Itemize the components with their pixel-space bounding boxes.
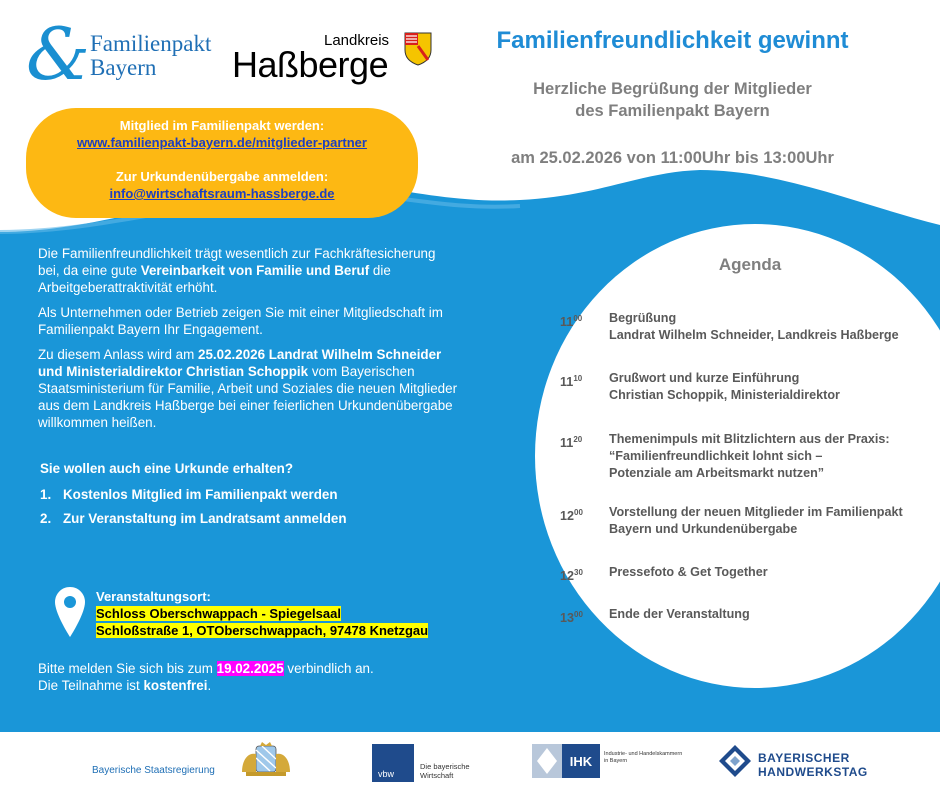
bavarian-crest-icon [238, 742, 294, 778]
coat-of-arms-icon [404, 32, 432, 66]
agenda-time: $11^{00}$ [560, 314, 583, 329]
bsr-logo-text: Bayerische Staatsregierung [92, 765, 215, 776]
deadline-date: 19.02.2025 [216, 661, 284, 676]
intro-paragraph-1: Die Familienfreundlichkeit trägt wesentlich zur Fachkräftesicherung bei, da eine gute Vereinbarkeit von Familie und Beruf die Arbeitgeberattraktivität erhöht. [38, 246, 436, 295]
hb-logo-big: Haßberge [232, 44, 389, 85]
sponsor-footer [0, 732, 940, 788]
pill-line1: Mitglied im Familienpakt werden: [119, 118, 325, 133]
familienpakt-logo [24, 12, 224, 96]
pill-line2: Zur Urkundenübergabe anmelden: [115, 169, 329, 184]
step-item: 1. Kostenlos Mitglied im Familienpakt werden [40, 487, 338, 502]
registration-note: Bitte melden Sie sich bis zum 19.02.2025 verbindlich an. Die Teilnahme ist kostenfrei. [38, 661, 374, 693]
step-item: 2. Zur Veranstaltung im Landratsamt anmelden [40, 511, 347, 526]
venue-block [96, 588, 428, 639]
registration-email-link[interactable]: info@wirtschaftsraum-hassberge.de [109, 186, 335, 201]
venue-address: Schloßstraße 1, OTOberschwappach, 97478 Knetzgau [96, 623, 429, 638]
fp-logo-line2: Bayern [90, 55, 157, 80]
subtitle [440, 78, 905, 122]
subtitle-line1: Herzliche Begrüßung der Mitglieder [533, 80, 812, 98]
membership-pill [26, 108, 418, 218]
hassberge-logo [232, 30, 437, 86]
agenda-time: $11^{10}$ [560, 374, 583, 389]
venue-name: Schloss Oberschwappach - Spiegelsaal [96, 606, 341, 621]
intro-text [38, 245, 458, 439]
intro-paragraph-3: Zu diesem Anlass wird am 25.02.2026 Landrat Wilhelm Schneider und Ministerialdirektor Christian Schoppik vom Bayerischen Staatsministerium für Familie, Arbeit und Soziales die neuen Mitglieder aus dem Landkreis Haßberge bei einer feierlichen Urkundenübergabe willkommen heißen. [38, 347, 458, 430]
ihk-logo [532, 744, 600, 778]
steps-list [40, 487, 347, 535]
ampersand-icon: & [26, 12, 91, 96]
ihk-mark: IHK [569, 754, 593, 769]
fp-logo-line1: Familienpakt [90, 31, 212, 56]
certificate-question: Sie wollen auch eine Urkunde erhalten? [40, 461, 293, 476]
venue-label: Veranstaltungsort: [96, 589, 211, 604]
membership-link[interactable]: www.familienpakt-bayern.de/mitglieder-partner [77, 135, 367, 150]
ihk-logo-text: Industrie- und Handelskammern in Bayern [604, 751, 683, 764]
vbw-logo-text: Die bayerische Wirtschaft [420, 762, 470, 780]
subtitle-line2: des Familienpakt Bayern [575, 102, 770, 120]
handwerkstag-icon [718, 744, 752, 778]
agenda-time: $12^{00}$ [560, 508, 583, 523]
hb-logo-small: Landkreis [324, 32, 390, 49]
intro-paragraph-2: Als Unternehmen oder Betrieb zeigen Sie mit einer Mitgliedschaft im Familienpakt Bayern Ihr Engagement. [38, 305, 443, 337]
agenda-time: $12^{30}$ [560, 568, 583, 583]
main-title: Familienfreundlichkeit gewinnt [496, 27, 849, 54]
location-pin-icon [54, 586, 86, 638]
agenda-title: Agenda [718, 255, 782, 274]
vbw-mark: vbw [378, 769, 395, 779]
vbw-logo [372, 744, 414, 782]
event-date: am 25.02.2026 von 11:00Uhr bis 13:00Uhr [511, 149, 834, 167]
handwerkstag-text: BAYERISCHER HANDWERKSTAG [758, 751, 868, 779]
agenda-time: $11^{20}$ [560, 435, 583, 450]
agenda-time: $13^{00}$ [560, 610, 583, 625]
